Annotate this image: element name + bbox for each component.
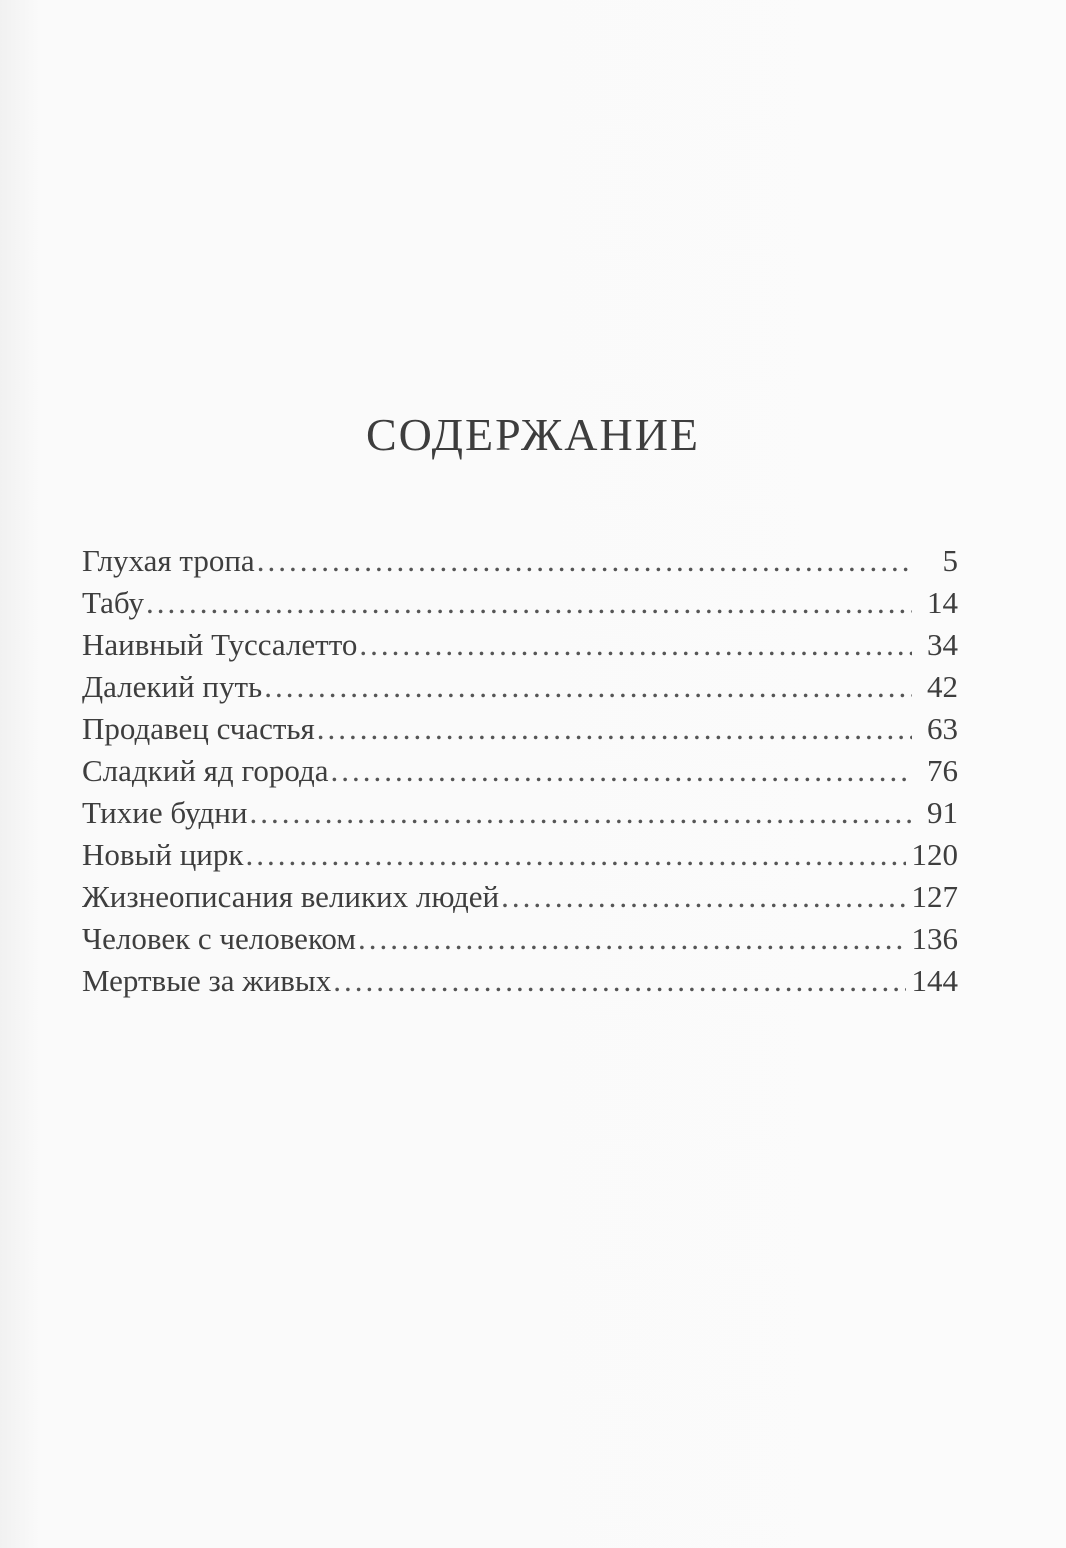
toc-dot-leader (317, 708, 912, 750)
toc-entry (82, 960, 958, 1002)
toc-entry (82, 918, 958, 960)
table-of-contents (82, 540, 958, 1002)
toc-entry (82, 876, 958, 918)
toc-dot-leader (358, 918, 906, 960)
toc-dot-leader (333, 960, 905, 1002)
toc-entry-page: 91 (927, 795, 958, 830)
toc-entry (82, 582, 958, 624)
toc-entry-title: Табу (82, 585, 145, 620)
toc-entry-title: Далекий путь (82, 669, 263, 704)
toc-dot-leader (245, 834, 905, 876)
toc-entry-page: 144 (911, 963, 958, 998)
toc-entry-page: 127 (911, 879, 958, 914)
toc-entry (82, 750, 958, 792)
toc-entry-page: 120 (911, 837, 958, 872)
toc-entry-title: Мертвые за живых (82, 963, 332, 998)
toc-entry-title: Глухая тропа (82, 543, 255, 578)
toc-entry-title: Тихие будни (82, 795, 248, 830)
toc-dot-leader (264, 666, 912, 708)
toc-entry-page: 5 (942, 543, 958, 578)
toc-dot-leader (331, 750, 912, 792)
toc-entry-page: 42 (927, 669, 958, 704)
page-title: СОДЕРЖАНИЕ (365, 409, 701, 460)
toc-entry-title: Продавец счастья (82, 711, 315, 746)
toc-entry-page: 14 (927, 585, 958, 620)
toc-entry (82, 792, 958, 834)
toc-dot-leader (359, 624, 912, 666)
toc-entry-page: 76 (927, 753, 958, 788)
toc-entry-title: Новый цирк (82, 837, 244, 872)
toc-entry-page: 136 (911, 921, 958, 956)
toc-entry (82, 540, 958, 582)
toc-entry (82, 666, 958, 708)
toc-entry-title: Человек с человеком (82, 921, 356, 956)
toc-entry-title: Сладкий яд города (82, 753, 329, 788)
toc-dot-leader (257, 540, 912, 582)
toc-entry (82, 624, 958, 666)
toc-entry-page: 63 (927, 711, 958, 746)
toc-entry-title: Жизнеописания великих людей (82, 879, 500, 914)
toc-dot-leader (249, 792, 912, 834)
toc-dot-leader (146, 582, 912, 624)
toc-entry-page: 34 (927, 627, 958, 662)
toc-dot-leader (501, 876, 905, 918)
toc-entry (82, 834, 958, 876)
toc-entry-title: Наивный Туссалетто (82, 627, 358, 662)
toc-entry (82, 708, 958, 750)
